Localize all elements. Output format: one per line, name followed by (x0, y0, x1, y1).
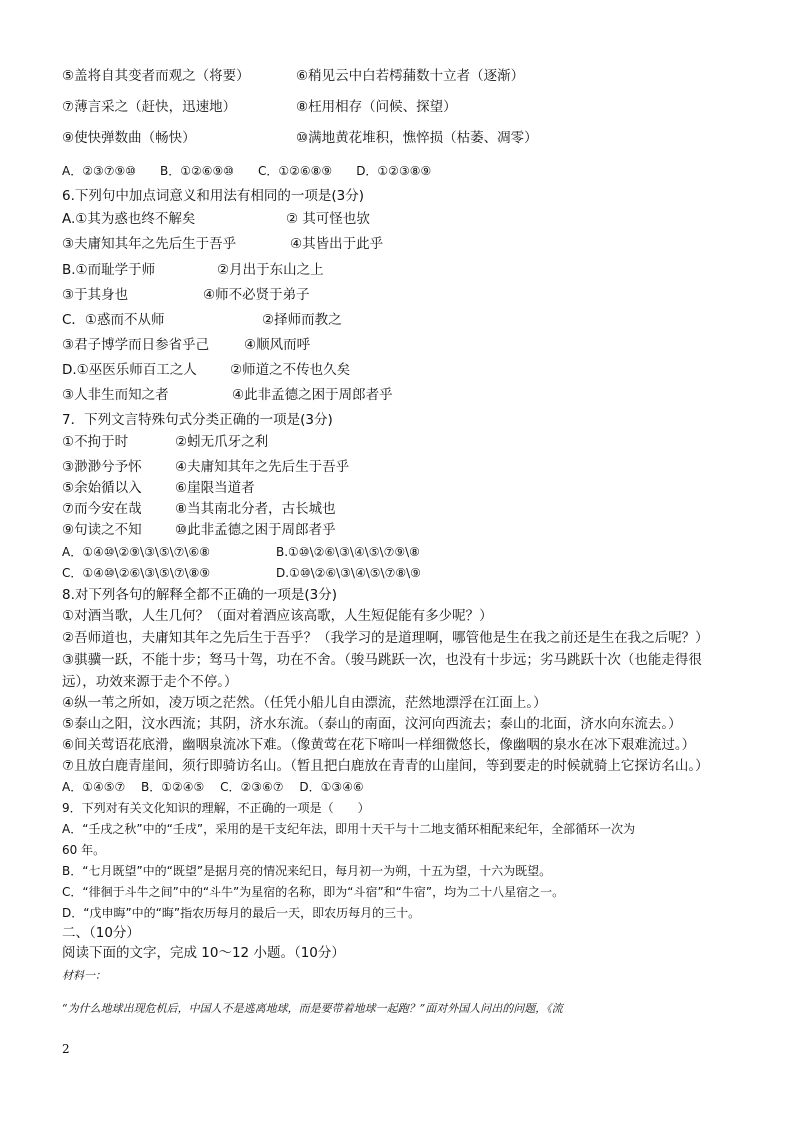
q6-option-c-1: C．①惑而不从师 (62, 312, 165, 328)
q8-line-3-cont: 远），功效来源于走个不停。） (62, 674, 238, 690)
q7-option-c: C．①④⑩\②⑥\③\⑤\⑦\⑧⑨ (62, 566, 211, 580)
q8-line-2: ②吾师道也，夫庸知其年之先后生于吾乎？（我学习的是道理啊，哪管他是生在我之前还是生在我之后呢？） (62, 630, 709, 646)
q6-option-c-4: ④顺风而呼 (244, 337, 311, 353)
vocab-item-10: ⑩满地黄花堆积，憔悴损（枯萎、凋零） (296, 130, 538, 146)
q8-line-3: ③骐骥一跃，不能十步；驽马十驾，功在不舍。（骏马跳跃一次，也没有十步远；劣马跳跃十次（也能走得很 (62, 652, 702, 668)
q8-line-7: ⑦且放白鹿青崖间，须行即骑访名山。（暂且把白鹿放在青青的山崖间，等到要走的时候就骑上它探访名山。） (62, 758, 709, 774)
q6-option-a-4: ④其皆出于此乎 (290, 236, 384, 252)
vocab-item-9: ⑨使快弹数曲（畅快） (62, 130, 196, 146)
q7-sentence-10: ⑩此非孟德之困于周郎者乎 (175, 522, 336, 538)
q6-stem: 6.下列句中加点词意义和用法有相同的一项是(3分) (62, 188, 365, 204)
q9-option-b: B．“七月既望”中的“既望”是据月亮的情况来纪日，每月初一为朔，十五为望，十六为既望。 (62, 864, 552, 878)
q7-option-b: B.①⑩\②⑥\③\④\⑤\⑦⑨\⑧ (276, 545, 420, 559)
q6-option-b-1: B.①而耻学于师 (62, 262, 156, 278)
section-intro: 阅读下面的文字，完成 10～12 小题。（10分） (62, 945, 345, 961)
q7-option-a: A．①④⑩\②⑨\③\⑤\⑦\⑥⑧ (62, 545, 211, 559)
vocab-item-7: ⑦薄言采之（赶快，迅速地） (62, 99, 237, 115)
vocab-item-5: ⑤盖将自其变者而观之（将要） (62, 68, 250, 84)
q6-option-b-2: ②月出于东山之上 (217, 262, 324, 278)
q6-option-d-2: ②师道之不传也久矣 (230, 362, 351, 378)
q6-option-a-3: ③夫庸知其年之先后生于吾乎 (62, 236, 237, 252)
vocab-item-6: ⑥稍见云中白若樗蒱数十立者（逐渐） (296, 68, 525, 84)
q7-sentence-9: ⑨句读之不知 (62, 522, 142, 538)
q7-sentence-8: ⑧当其南北分者，古长城也 (175, 501, 336, 517)
q6-option-a-1: A.①其为惑也终不解矣 (62, 211, 196, 227)
q6-option-a-2: ② 其可怪也欤 (286, 211, 370, 227)
q7-sentence-2: ②蚓无爪牙之利 (175, 434, 269, 450)
q9-option-d: D．“戊申晦”中的“晦”指农历每月的最后一天，即农历每月的三十。 (62, 906, 421, 920)
q9-option-a: A．“壬戌之秋”中的“壬戌”，采用的是干支纪年法，即用十天干与十二地支循环相配来纪年，全部循环一次为 (62, 822, 636, 836)
q9-option-a-cont: 60 年。 (62, 843, 106, 857)
q6-option-b-4: ④师不必贤于弟子 (203, 287, 310, 303)
vocab-choices: A．②③⑦⑨⑩ B．①②⑥⑨⑩ C．①②⑥⑧⑨ D．①②③⑧⑨ (62, 164, 432, 178)
q7-sentence-6: ⑥崖限当道者 (175, 480, 255, 496)
q6-option-d-1: D.①巫医乐师百工之人 (62, 362, 197, 378)
vocab-item-8: ⑧枉用相存（问候、探望） (296, 99, 457, 115)
page-number: 2 (62, 1042, 70, 1056)
q8-line-6: ⑥间关莺语花底滑，幽咽泉流冰下难。（像黄莺在花下啼叫一样细微悠长，像幽咽的泉水在冰下艰难流过。） (62, 737, 696, 753)
q7-sentence-7: ⑦而今安在哉 (62, 501, 142, 517)
q7-option-d: D.①⑩\②⑥\③\④\⑤\⑦⑧\⑨ (276, 566, 421, 580)
q9-stem: 9．下列对有关文化知识的理解，不正确的一项是（ ） (62, 801, 370, 815)
material-label: 材料一： (62, 969, 106, 982)
q6-option-c-3: ③君子博学而日参省乎己 (62, 337, 210, 353)
q7-sentence-5: ⑤余始循以入 (62, 480, 142, 496)
q8-choices: A．①④⑤⑦ B．①②④⑤ C．②③⑥⑦ D．①③④⑥ (62, 780, 364, 794)
q6-option-c-2: ②择师而教之 (262, 312, 342, 328)
q8-line-5: ⑤泰山之阳，汶水西流；其阴，济水东流。（泰山的南面，汶河向西流去；泰山的北面，济水向东流去。） (62, 716, 682, 732)
q8-stem: 8.对下列各句的解释全都不正确的一项是(3分) (62, 587, 338, 603)
q7-stem: 7．下列文言特殊句式分类正确的一项是(3分) (62, 412, 333, 428)
q6-option-d-3: ③人非生而知之者 (62, 387, 169, 403)
q9-option-c: C．“徘徊于斗牛之间”中的“斗牛”为星宿的名称，即为“斗宿”和“牛宿”，均为二十八星宿之一。 (62, 885, 565, 899)
q6-option-d-4: ④此非孟德之困于周郎者乎 (232, 387, 393, 403)
q8-line-4: ④纵一苇之所如，凌万顷之茫然。（任凭小船儿自由漂流，茫然地漂浮在江面上。） (62, 695, 547, 711)
q8-line-1: ①对酒当歌，人生几何？（面对着酒应该高歌，人生短促能有多少呢？） (62, 608, 493, 624)
material-text: “为什么地球出现危机后，中国人不是逃离地球，而是要带着地球一起跑？”面对外国人问出的问题，《流 (62, 1002, 563, 1015)
q7-sentence-4: ④夫庸知其年之先后生于吾乎 (175, 459, 350, 475)
q7-sentence-3: ③渺渺兮予怀 (62, 459, 142, 475)
q7-sentence-1: ①不拘于时 (62, 434, 129, 450)
section-title: 二、（10分） (62, 925, 140, 941)
q6-option-b-3: ③于其身也 (62, 287, 129, 303)
